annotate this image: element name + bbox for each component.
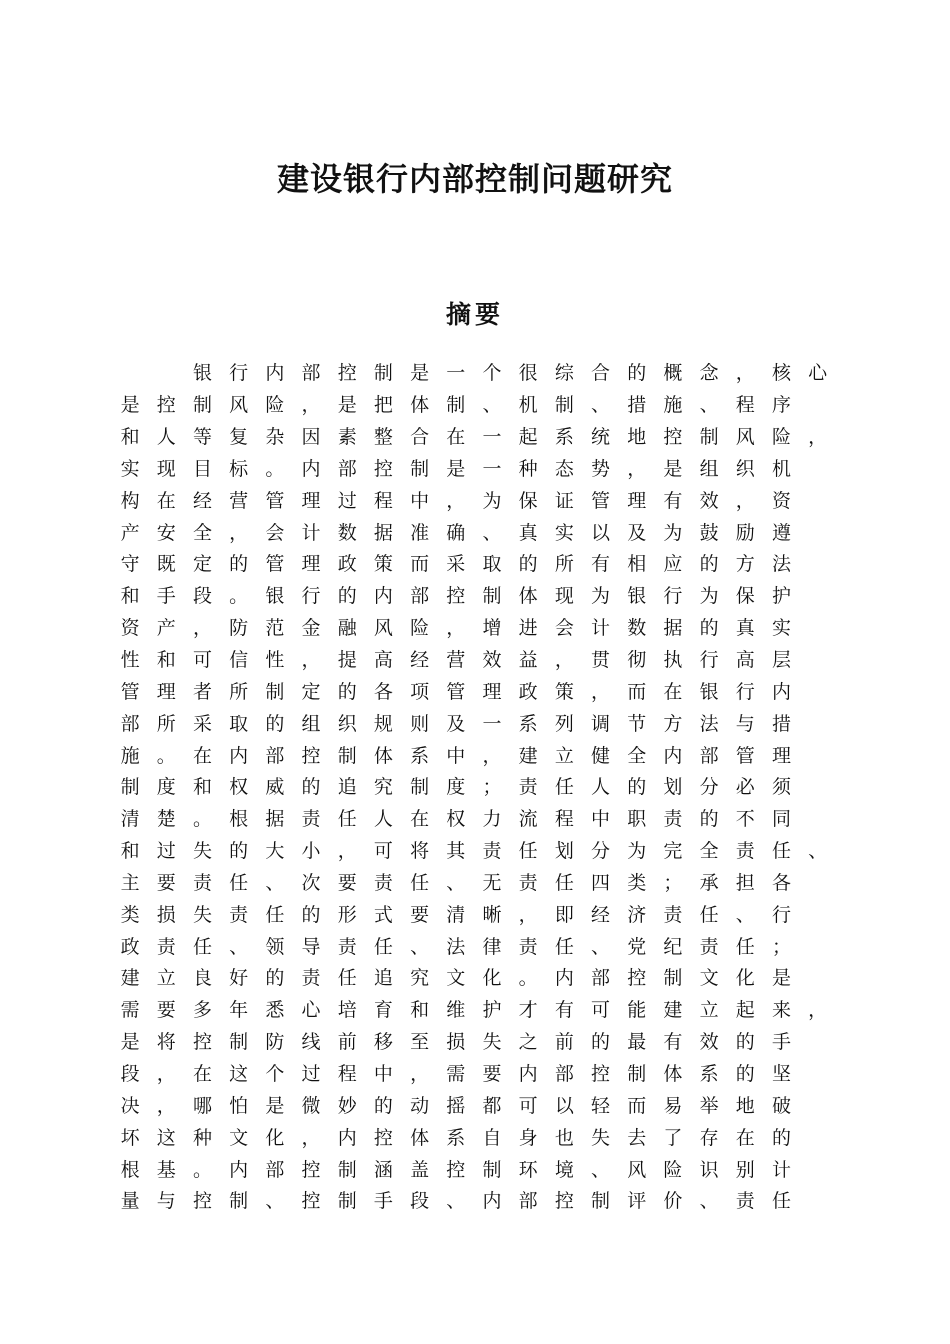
abstract-line: 量 与 控 制 、 控 制 手 段 、 内 部 控 制 评 价 、 责 任 [120, 1190, 791, 1213]
abstract-line: 坏 这 种 文 化 ， 内 控 体 系 自 身 也 失 去 了 存 在 的 [120, 1126, 791, 1149]
abstract-line: 和 手 段 。 银 行 的 内 部 控 制 体 现 为 银 行 为 保 护 [120, 585, 791, 608]
abstract-heading: 摘要 [445, 300, 504, 329]
abstract-line: 部 所 采 取 的 组 织 规 则 及 一 系 列 调 节 方 法 与 措 [120, 712, 791, 735]
abstract-line: 管 理 者 所 制 定 的 各 项 管 理 政 策 ， 而 在 银 行 内 [120, 680, 791, 703]
abstract-line: 和 过 失 的 大 小 ， 可 将 其 责 任 划 分 为 完 全 责 任 、 [120, 840, 828, 863]
abstract-line: 和 人 等 复 杂 因 素 整 合 在 一 起 系 统 地 控 制 风 险 ， [120, 426, 828, 449]
abstract-line: 主 要 责 任 、 次 要 责 任 、 无 责 任 四 类 ； 承 担 各 [120, 871, 791, 894]
abstract-line: 银 行 内 部 控 制 是 一 个 很 综 合 的 概 念 ， 核 心 [192, 362, 828, 385]
abstract-line: 是 控 制 风 险 ， 是 把 体 制 、 机 制 、 措 施 、 程 序 [120, 394, 791, 417]
abstract-line: 清 楚 。 根 据 责 任 人 在 权 力 流 程 中 职 责 的 不 同 [120, 808, 791, 831]
abstract-line: 资 产 ， 防 范 金 融 风 险 ， 增 进 会 计 数 据 的 真 实 [120, 617, 791, 640]
abstract-line: 根 基 。 内 部 控 制 涵 盖 控 制 环 境 、 风 险 识 别 计 [120, 1158, 791, 1181]
abstract-line: 产 安 全 ， 会 计 数 据 准 确 、 真 实 以 及 为 鼓 励 遵 [120, 521, 791, 544]
document-title: 建设银行内部控制问题研究 [276, 160, 673, 198]
abstract-line: 实 现 目 标 。 内 部 控 制 是 一 种 态 势 ， 是 组 织 机 [120, 457, 791, 480]
abstract-line: 建 立 良 好 的 责 任 追 究 文 化 。 内 部 控 制 文 化 是 [120, 967, 791, 990]
abstract-line: 守 既 定 的 管 理 政 策 而 采 取 的 所 有 相 应 的 方 法 [120, 553, 791, 576]
abstract-line: 是 将 控 制 防 线 前 移 至 损 失 之 前 的 最 有 效 的 手 [120, 1031, 791, 1054]
abstract-line: 需 要 多 年 悉 心 培 育 和 维 护 才 有 可 能 建 立 起 来 ， [120, 999, 828, 1022]
abstract-line: 构 在 经 营 管 理 过 程 中 ， 为 保 证 管 理 有 效 ， 资 [120, 489, 791, 512]
abstract-line: 施 。 在 内 部 控 制 体 系 中 ， 建 立 健 全 内 部 管 理 [120, 744, 791, 767]
abstract-line: 决 ， 哪 怕 是 微 妙 的 动 摇 都 可 以 轻 而 易 举 地 破 [120, 1094, 791, 1117]
abstract-line: 性 和 可 信 性 ， 提 高 经 营 效 益 ， 贯 彻 执 行 高 层 [120, 649, 791, 672]
abstract-line: 类 损 失 责 任 的 形 式 要 清 晰 ， 即 经 济 责 任 、 行 [120, 903, 791, 926]
abstract-line: 段 ， 在 这 个 过 程 中 ， 需 要 内 部 控 制 体 系 的 坚 [120, 1062, 791, 1085]
abstract-line: 制 度 和 权 威 的 追 究 制 度 ； 责 任 人 的 划 分 必 须 [120, 776, 791, 799]
abstract-line: 政 责 任 、 领 导 责 任 、 法 律 责 任 、 党 纪 责 任 ； [120, 935, 791, 958]
abstract-body [112, 358, 852, 1218]
